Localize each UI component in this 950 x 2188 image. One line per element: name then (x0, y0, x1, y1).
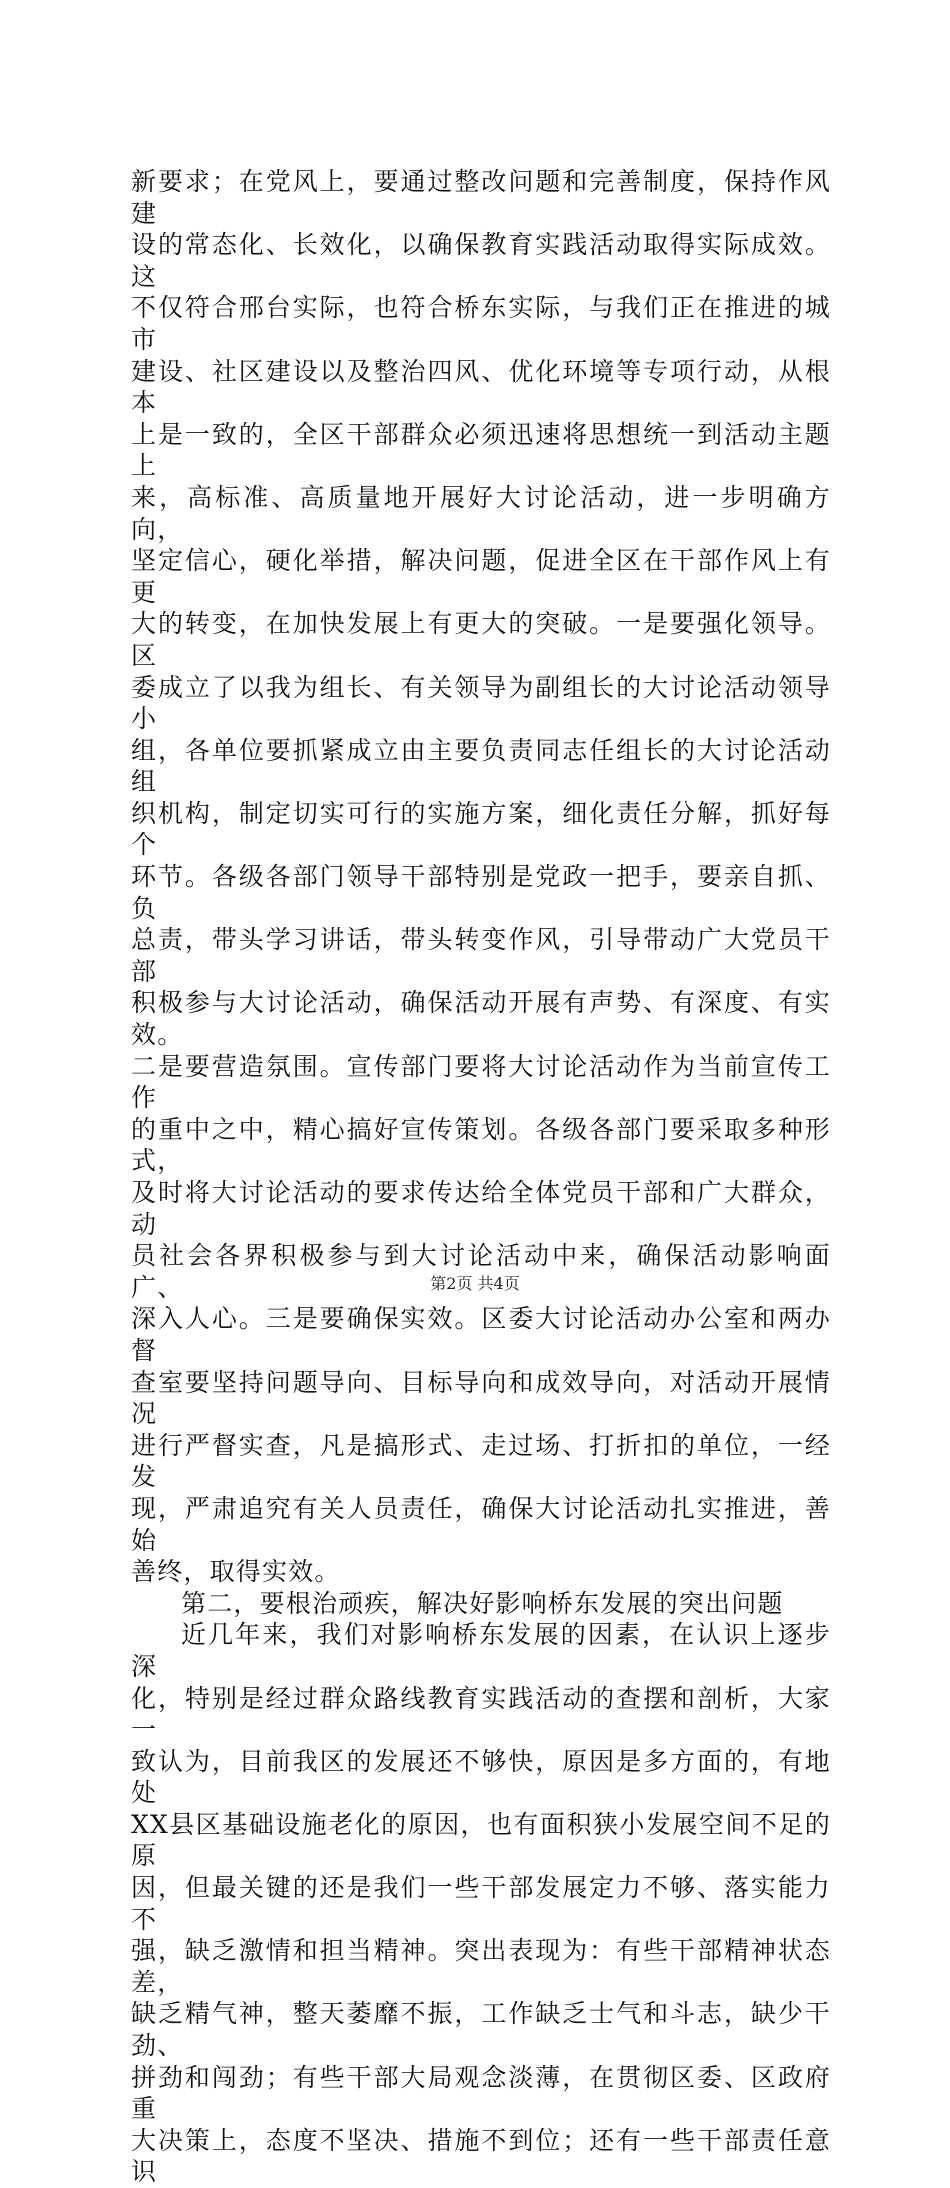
paragraph: 近几年来，我们对影响桥东发展的因素，在认识上逐步深 化，特别是经过群众路线教育实践活动的查摆和剖析，大家一 致认为，目前我区的发展还不够快，原因是多方面的，有地处 XX县区基础设施老化的原因，也有面积狭小发展空间不足的原 因，但最关键的还是我们一些干部发展定力不够、落实能力不 强，缺乏激情和担当精神。突出表现为：有些干部精神状态差， 缺乏精气神，整天萎靡不振，工作缺乏士气和斗志，缺少干劲、 拼劲和闯劲；有些干部大局观念淡薄，在贯彻区委、区政府重 大决策上，态度不坚决、措施不到位；还有一些干部责任意识 (131, 1620, 831, 2187)
section-heading: 第二，要根治顽疾，解决好影响桥东发展的突出问题 (181, 1588, 784, 1618)
document-body (131, 166, 831, 2188)
paragraph-continuation: 新要求；在党风上，要通过整改问题和完善制度，保持作风建 设的常态化、长效化，以确保教育实践活动取得实际成效。这 不仅符合邢台实际，也符合桥东实际，与我们正在推进的城市 建设、社区建设以及整治四风、优化环境等专项行动，从根本 上是一致的，全区干部群众必须迅速将思想统一到活动主题上 来，高标准、高质量地开展好大讨论活动，进一步明确方向， 坚定信心，硬化举措，解决问题，促进全区在干部作风上有更 大的转变，在加快发展上有更大的突破。一是要强化领导。区 委成立了以我为组长、有关领导为副组长的大讨论活动领导小 组，各单位要抓紧成立由主要负责同志任组长的大讨论活动组 织机构，制定切实可行的实施方案，细化责任分解，抓好每个 环节。各级各部门领导干部特别是党政一把手，要亲自抓、负 总责，带头学习讲话，带头转变作风，引导带动广大党员干部 积极参与大讨论活动，确保活动开展有声势、有深度、有实效。 二是要营造氛围。宣传部门要将大讨论活动作为当前宣传工作 的重中之中，精心搞好宣传策划。各级各部门要采取多种形式， 及时将大讨论活动的要求传达给全体党员干部和广大群众，动 员社会各界积极参与到大讨论活动中来，确保活动影响面广、 深入人心。三是要确保实效。区委大讨论活动办公室和两办督 查室要坚持问题导向、目标导向和成效导向，对活动开展情况 进行严督实查，凡是搞形式、走过场、打折扣的单位，一经发 现，严肃追究有关人员责任，确保大讨论活动扎实推进，善始 善终，取得实效。 (131, 167, 831, 1587)
page-footer: 第2页 共4页 (430, 1274, 520, 1293)
